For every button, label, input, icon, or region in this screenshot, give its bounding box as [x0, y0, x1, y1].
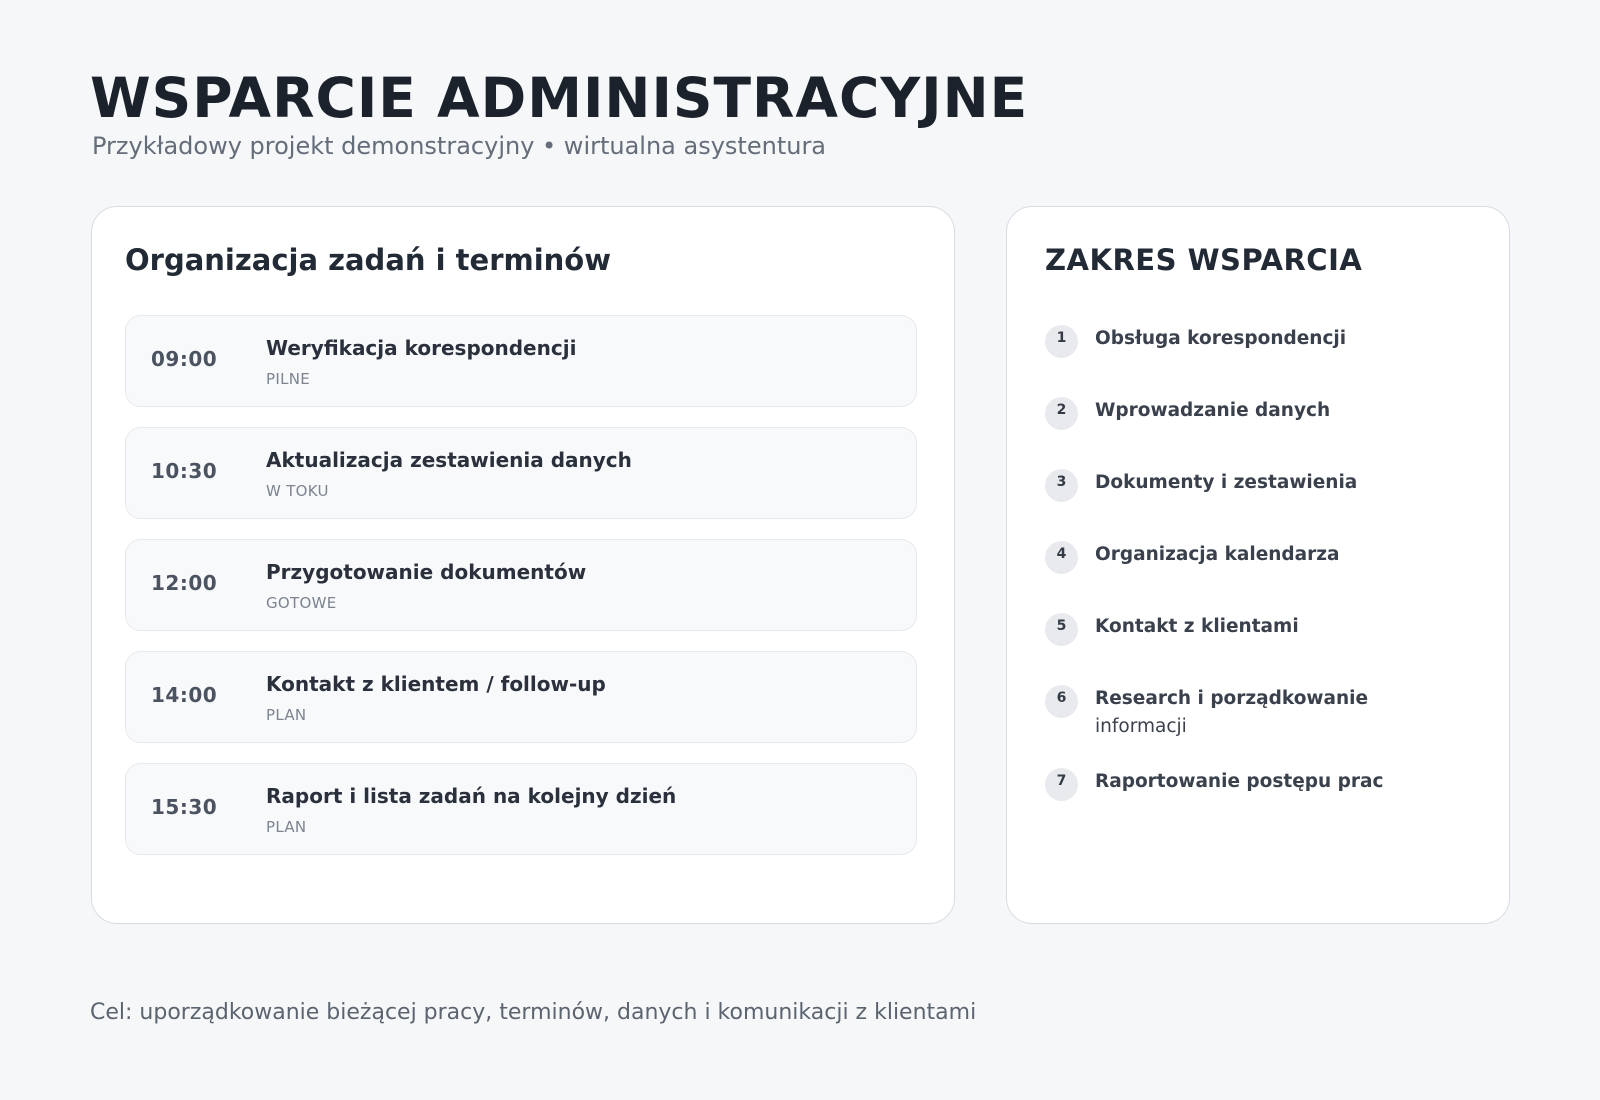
- page-subtitle: Przykładowy projekt demonstracyjny • wirtualna asystentura: [92, 132, 827, 160]
- scope-card-title: ZAKRES WSPARCIA: [1045, 243, 1363, 277]
- task-row[interactable]: [125, 763, 917, 855]
- scope-number-badge: 2: [1045, 397, 1078, 430]
- scope-label-line2: informacji: [1095, 716, 1187, 737]
- scope-label: Dokumenty i zestawienia: [1095, 472, 1358, 493]
- page-title: WSPARCIE ADMINISTRACYJNE: [90, 66, 1029, 130]
- scope-label: Kontakt z klientami: [1095, 616, 1299, 637]
- task-time: 12:00: [151, 571, 218, 595]
- task-status: PLAN: [266, 706, 307, 724]
- scope-number-badge: 1: [1045, 325, 1078, 358]
- task-row[interactable]: [125, 539, 917, 631]
- task-status: PLAN: [266, 818, 307, 836]
- task-status: PILNE: [266, 370, 311, 388]
- task-status: W TOKU: [266, 482, 329, 500]
- task-name: Przygotowanie dokumentów: [266, 560, 587, 584]
- scope-label-line1: Research i porządkowanie: [1095, 688, 1369, 709]
- scope-number-badge: 3: [1045, 469, 1078, 502]
- task-time: 09:00: [151, 347, 218, 371]
- task-row[interactable]: [125, 651, 917, 743]
- scope-number-badge: 5: [1045, 613, 1078, 646]
- task-name: Raport i lista zadań na kolejny dzień: [266, 784, 677, 808]
- scope-label: Wprowadzanie danych: [1095, 400, 1331, 421]
- scope-number-badge: 7: [1045, 768, 1078, 801]
- task-list: [125, 315, 917, 875]
- task-row[interactable]: [125, 315, 917, 407]
- task-time: 15:30: [151, 795, 218, 819]
- scope-number-badge: 4: [1045, 541, 1078, 574]
- scope-label: [1095, 685, 1455, 741]
- scope-label: Obsługa korespondencji: [1095, 328, 1347, 349]
- scope-card: [1006, 206, 1510, 924]
- task-name: Weryfikacja korespondencji: [266, 336, 577, 360]
- task-status: GOTOWE: [266, 594, 337, 612]
- scope-label: Organizacja kalendarza: [1095, 544, 1340, 565]
- scope-label: Raportowanie postępu prac: [1095, 771, 1384, 792]
- tasks-card-title: Organizacja zadań i terminów: [125, 243, 612, 277]
- scope-number-badge: 6: [1045, 685, 1078, 718]
- task-time: 10:30: [151, 459, 218, 483]
- tasks-card: [91, 206, 955, 924]
- task-name: Aktualizacja zestawienia danych: [266, 448, 632, 472]
- task-name: Kontakt z klientem / follow-up: [266, 672, 606, 696]
- task-row[interactable]: [125, 427, 917, 519]
- task-time: 14:00: [151, 683, 218, 707]
- footer-goal: Cel: uporządkowanie bieżącej pracy, terminów, danych i komunikacji z klientami: [90, 1000, 977, 1025]
